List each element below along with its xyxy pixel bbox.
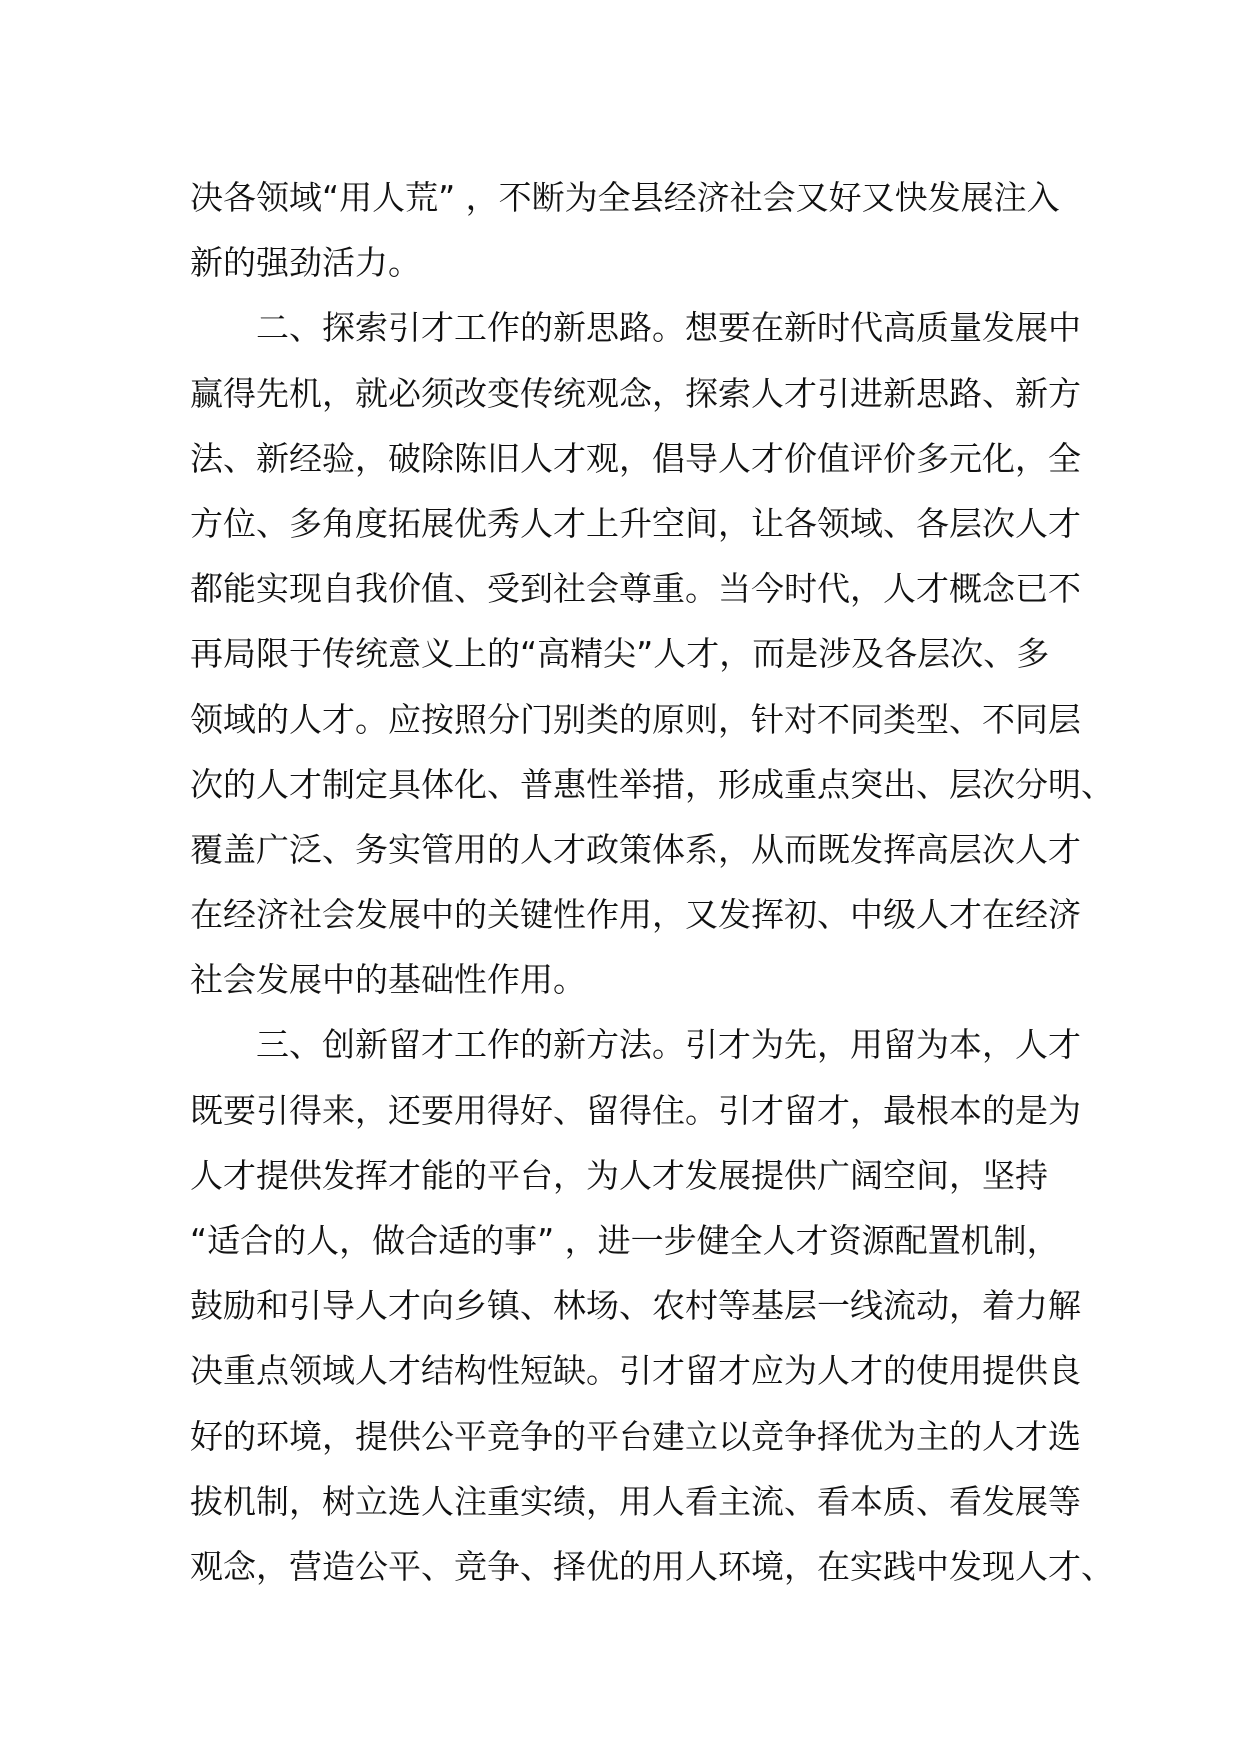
text-line: 再局限于传统意义上的“高精尖”人才，而是涉及各层次、多 [190, 634, 1050, 674]
text-line: 观念，营造公平、竞争、择优的用人环境，在实践中发现人才、 [190, 1546, 1114, 1586]
body-text [190, 165, 1114, 1599]
text-line: 方位、多角度拓展优秀人才上升空间，让各领域、各层次人才 [190, 503, 1081, 543]
text-line: 法、新经验，破除陈旧人才观，倡导人才价值评价多元化，全 [190, 438, 1081, 478]
text-line: 在经济社会发展中的关键性作用，又发挥初、中级人才在经济 [190, 895, 1081, 935]
text-line: 赢得先机，就必须改变传统观念，探索人才引进新思路、新方 [190, 373, 1081, 413]
text-line: 新的强劲活力。 [190, 243, 421, 283]
text-line: 次的人才制定具体化、普惠性举措，形成重点突出、层次分明、 [190, 764, 1114, 804]
text-line: “适合的人，做合适的事” ，进一步健全人才资源配置机制， [190, 1221, 1060, 1260]
text-line: 二、探索引才工作的新思路。想要在新时代高质量发展中 [190, 308, 1081, 348]
text-line: 拔机制，树立选人注重实绩，用人看主流、看本质、看发展等 [190, 1481, 1081, 1521]
text-line: 既要引得来，还要用得好、留得住。引才留才，最根本的是为 [190, 1090, 1081, 1130]
text-line: 覆盖广泛、务实管用的人才政策体系，从而既发挥高层次人才 [190, 829, 1081, 869]
text-line: 社会发展中的基础性作用。 [190, 960, 586, 1000]
text-line: 好的环境，提供公平竞争的平台建立以竞争择优为主的人才选 [190, 1416, 1081, 1456]
text-line: 决重点领域人才结构性短缺。引才留才应为人才的使用提供良 [190, 1351, 1081, 1391]
text-line: 都能实现自我价值、受到社会尊重。当今时代，人才概念已不 [190, 569, 1081, 609]
text-line: 决各领域“用人荒” ，不断为全县经济社会又好又快发展注入 [190, 178, 1060, 217]
text-line: 鼓励和引导人才向乡镇、林场、农村等基层一线流动，着力解 [190, 1286, 1081, 1326]
text-line: 领域的人才。应按照分门别类的原则，针对不同类型、不同层 [190, 699, 1081, 739]
text-line: 人才提供发挥才能的平台，为人才发展提供广阔空间，坚持 [190, 1155, 1048, 1195]
text-line: 三、创新留才工作的新方法。引才为先，用留为本，人才 [190, 1025, 1081, 1065]
